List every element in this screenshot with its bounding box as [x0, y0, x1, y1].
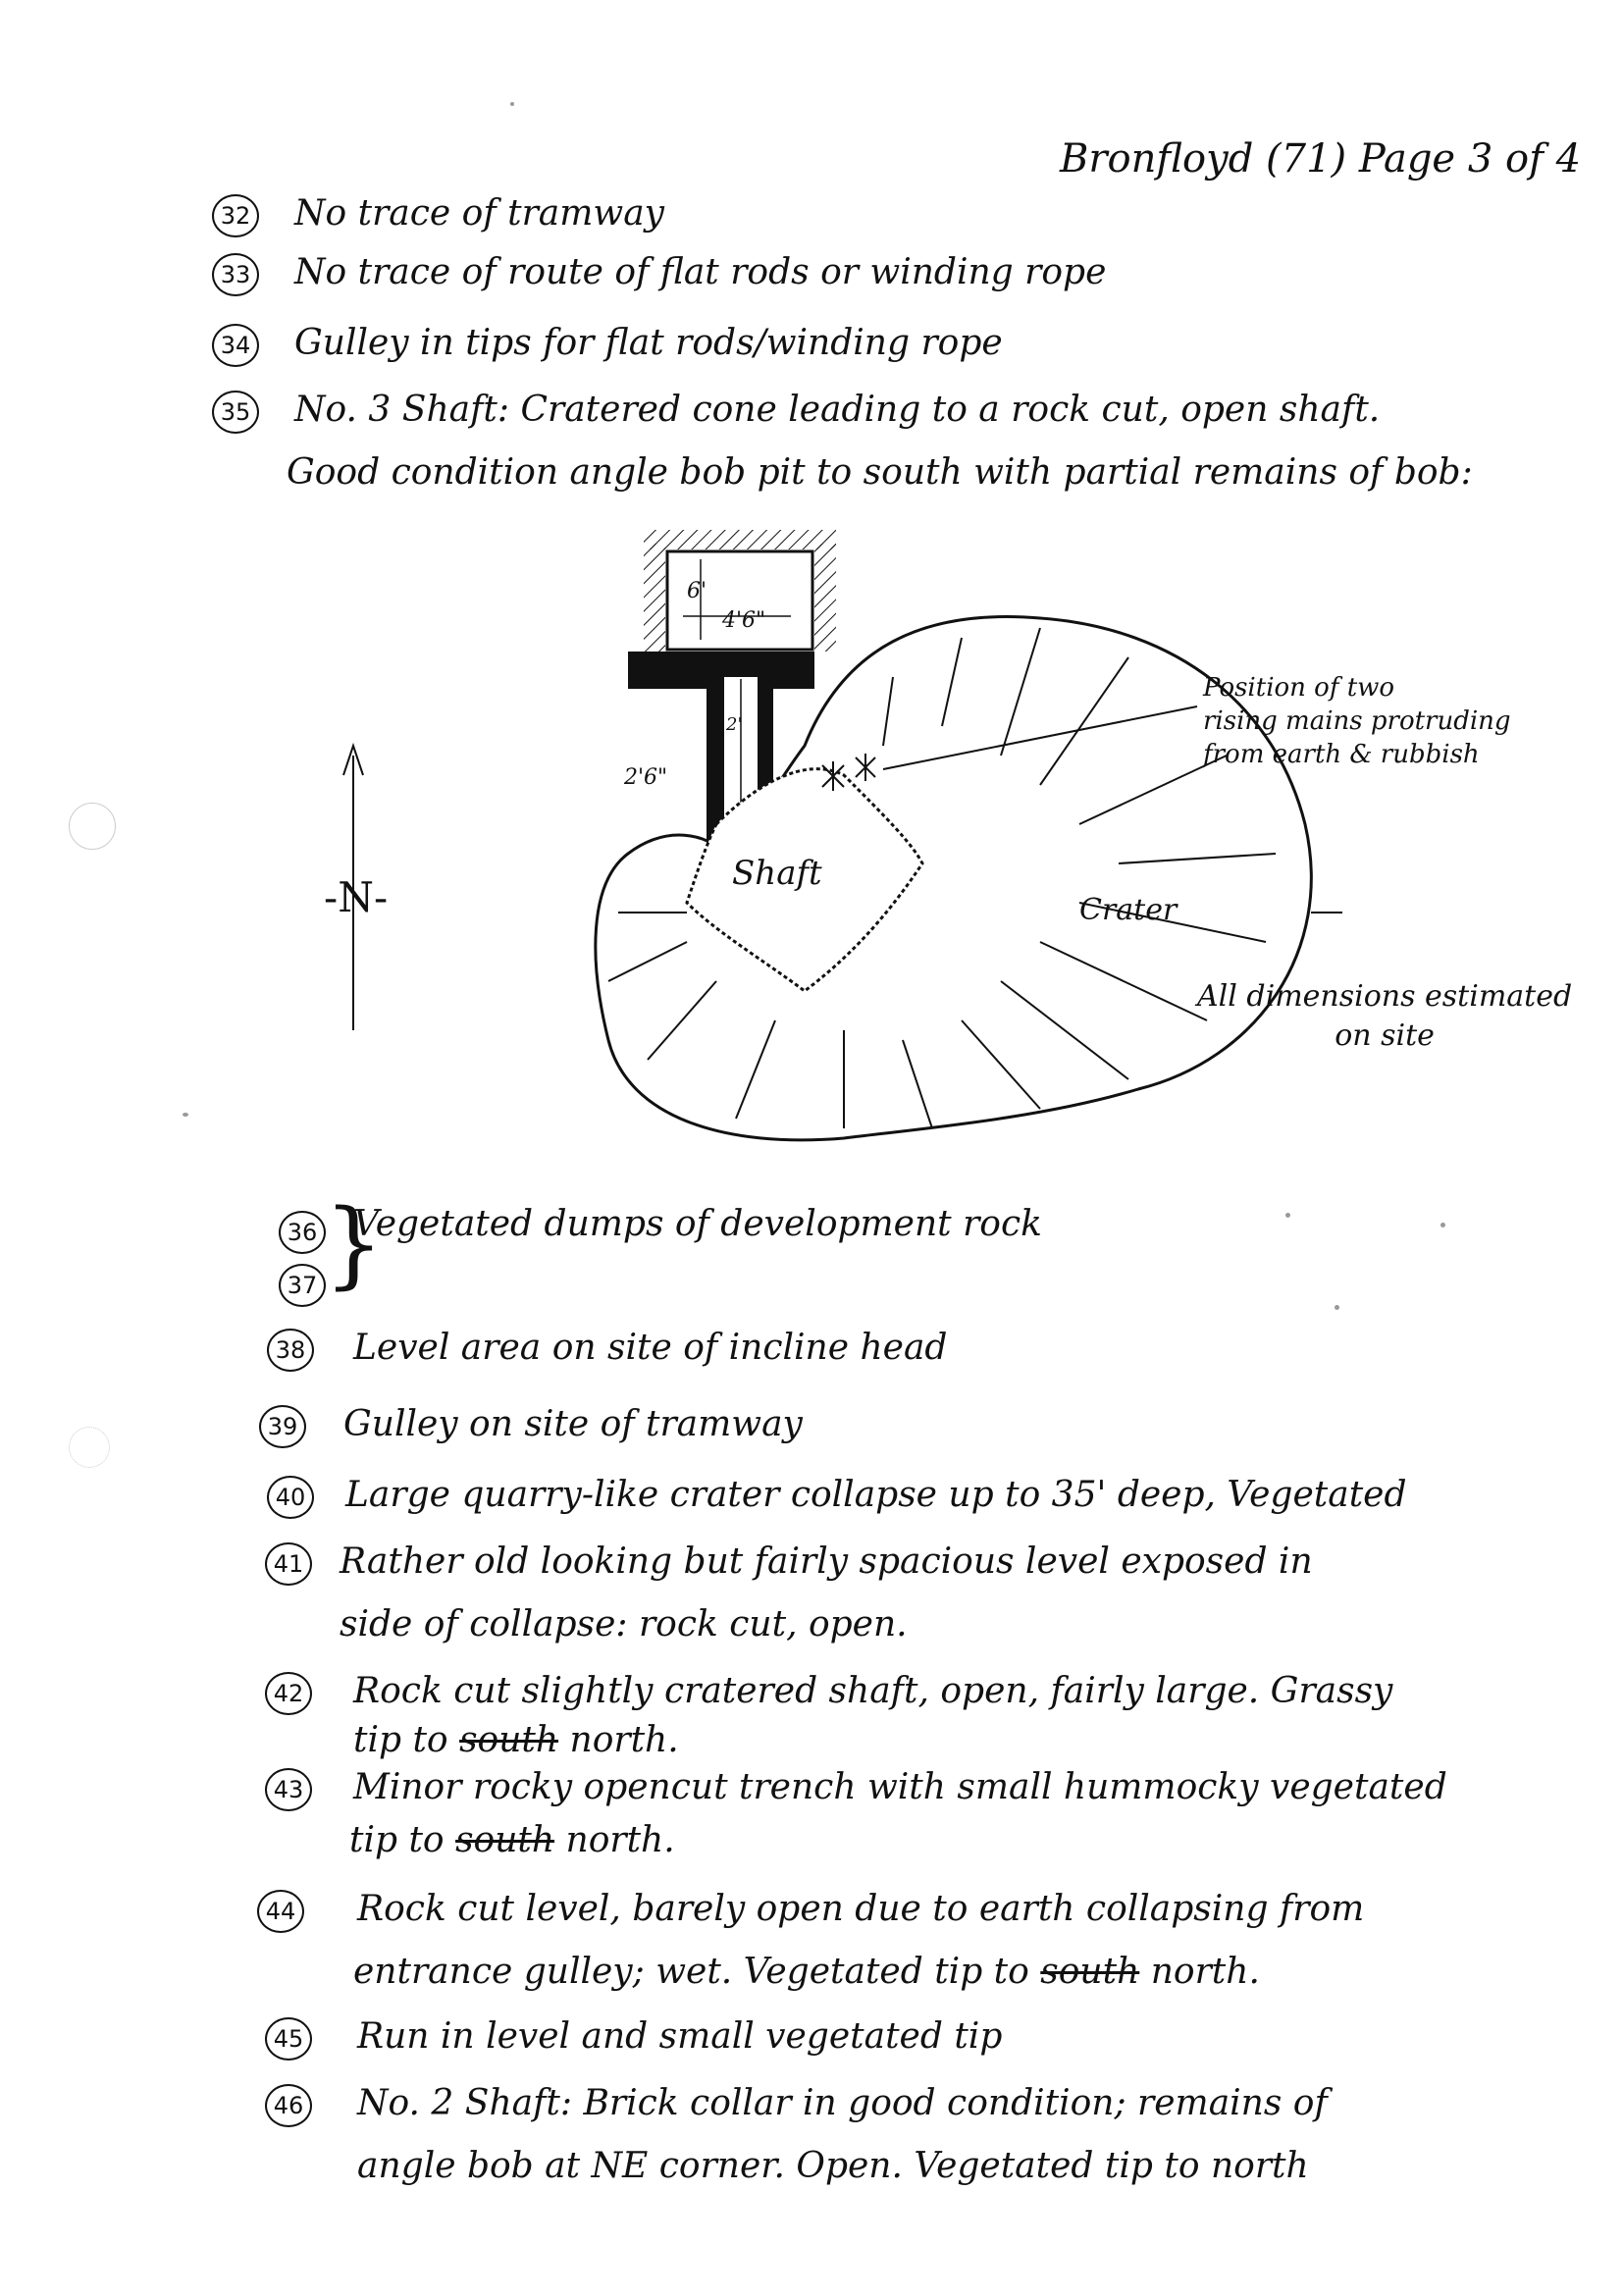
- entry-text: Rock cut level, barely open due to earth collapsing from: [357, 1889, 1365, 1929]
- entry-number: 32: [212, 194, 259, 237]
- scan-speck: [1285, 1213, 1290, 1218]
- entry-text-continued: tip to south north.: [349, 1820, 675, 1860]
- scan-speck: [183, 1113, 188, 1117]
- entry-number: 42: [265, 1672, 312, 1715]
- entry-number: 45: [265, 2017, 312, 2061]
- entry-text: No trace of route of flat rods or winding rope: [294, 252, 1107, 292]
- struck-word: south: [1040, 1952, 1140, 1992]
- entry-number-36: 36: [279, 1211, 326, 1254]
- entry-text-continued: Good condition angle bob pit to south with partial remains of bob:: [287, 452, 1473, 493]
- entry-number: 43: [265, 1768, 312, 1811]
- entry-text: No trace of tramway: [294, 193, 664, 234]
- dim-bob-width: 2'6": [624, 765, 668, 790]
- dimensions-note: All dimensions estimated on site: [1197, 979, 1573, 1053]
- entry-number: 35: [212, 391, 259, 434]
- entry-text: Rock cut slightly cratered shaft, open, fairly large. Grassy: [353, 1671, 1393, 1711]
- punch-hole-mark: [69, 803, 116, 850]
- entry-text-continued: side of collapse: rock cut, open.: [340, 1604, 908, 1644]
- entry-text: Gulley on site of tramway: [343, 1404, 803, 1444]
- entry-number: 34: [212, 324, 259, 367]
- shaft-sketch: [294, 530, 1573, 1177]
- entry-text: Gulley in tips for flat rods/winding rope: [294, 323, 1003, 363]
- north-label: -N-: [324, 873, 389, 921]
- brace-icon: }: [324, 1189, 385, 1299]
- entry-text-continued: entrance gulley; wet. Vegetated tip to south north.: [353, 1952, 1260, 1992]
- page-header: Bronfloyd (71) Page 3 of 4: [1060, 136, 1582, 182]
- bob-pit-wall-right: [814, 544, 836, 652]
- shaft-label: Shaft: [732, 854, 822, 893]
- entry-number: 40: [267, 1476, 314, 1519]
- entry-text: No. 2 Shaft: Brick collar in good condition; remains of: [357, 2083, 1328, 2123]
- scan-speck: [1335, 1305, 1339, 1310]
- entry-number: 44: [257, 1890, 304, 1933]
- dim-pit-depth: 6': [687, 579, 707, 603]
- dim-slot-width: 2': [726, 714, 743, 735]
- entry-text: Rather old looking but fairly spacious level exposed in: [340, 1541, 1313, 1582]
- entry-number: 39: [259, 1405, 306, 1448]
- entry-number: 46: [265, 2084, 312, 2127]
- crater-label: Crater: [1079, 893, 1178, 927]
- mains-note: Position of two rising mains protruding from earth & rubbish: [1203, 673, 1511, 769]
- scan-speck: [510, 102, 514, 106]
- entry-number-37: 37: [279, 1264, 326, 1307]
- entry-text: Minor rocky opencut trench with small hummocky vegetated: [353, 1767, 1447, 1807]
- entry-number: 38: [267, 1329, 314, 1372]
- dim-pit-width: 4'6": [722, 608, 766, 633]
- entry-text-continued: tip to south north.: [353, 1720, 679, 1760]
- struck-word: south: [455, 1820, 555, 1860]
- bob-pit-wall-top: [644, 530, 836, 549]
- punch-hole-mark: [69, 1427, 110, 1468]
- entry-text: Level area on site of incline head: [353, 1328, 948, 1368]
- entry-number: 33: [212, 253, 259, 296]
- struck-word: south: [459, 1720, 559, 1760]
- entry-text: Run in level and small vegetated tip: [357, 2016, 1003, 2057]
- entry-text: Large quarry-like crater collapse up to 35' deep, Vegetated: [345, 1475, 1407, 1515]
- scan-speck: [1440, 1223, 1445, 1227]
- entry-number: 41: [265, 1542, 312, 1586]
- entry-text: No. 3 Shaft: Cratered cone leading to a rock cut, open shaft.: [294, 390, 1381, 430]
- entry-text-continued: angle bob at NE corner. Open. Vegetated tip to north: [357, 2146, 1309, 2186]
- entry-36-37-text: Vegetated dumps of development rock: [353, 1204, 1042, 1244]
- bob-pit-wall-left: [644, 544, 665, 652]
